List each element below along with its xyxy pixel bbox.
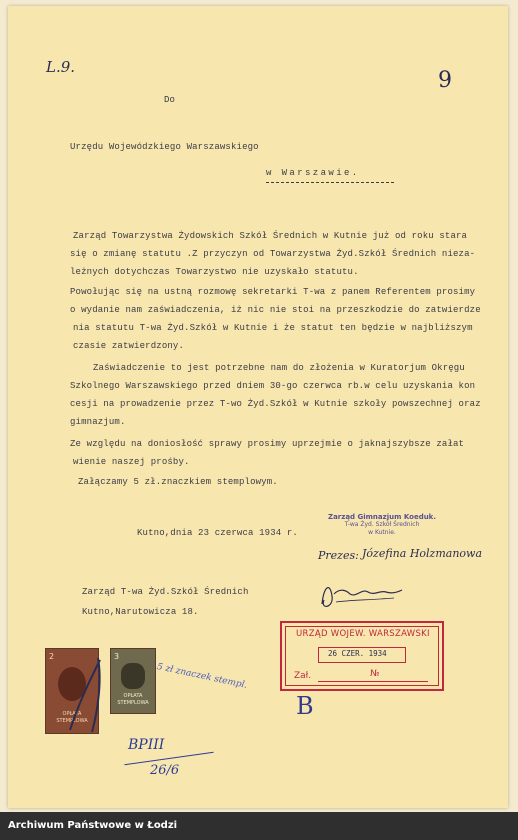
fiscal-stamp-caption: STEMPLOWA [56, 718, 88, 724]
archive-name: Archiwum Państwowe w Łodzi [8, 820, 178, 831]
stamp-note: 5 zł znaczek stempl. [155, 662, 249, 691]
reference-number: L.9. [46, 58, 76, 76]
body-line: nia statutu T-wa Żyd.Szkół w Kutnie i że statut ten będzie w najbliższym [73, 323, 473, 333]
registry-stamp-title: URZĄD WOJEW. WARSZAWSKI [296, 629, 430, 639]
registry-stamp [280, 621, 444, 691]
register-date: 26/6 [150, 763, 180, 778]
initial-annotation: B [296, 692, 314, 720]
registry-zal-label: Zał. [294, 671, 312, 681]
fiscal-stamp-caption: STEMPLOWA [117, 700, 149, 706]
body-line: Szkolnego Warszawskiego przed dniem 30-go czerwca rb.w celu uzyskania kon [70, 381, 476, 391]
registry-stamp-date: 26 CZER. 1934 [328, 649, 387, 658]
archive-footer [0, 812, 518, 840]
registry-zal-line [318, 681, 428, 682]
body-line: Powołując się na ustną rozmowę sekretarki T-wa z panem Referentem prosimy [70, 287, 476, 297]
body-line: się o zmianę statutu .Z przyczyn od Towarzystwa Żyd.Szkół Średnich nieza- [70, 249, 476, 259]
to-label: Do [164, 95, 176, 105]
date-line: Kutno,dnia 23 czerwca 1934 r. [137, 528, 298, 538]
body-line: czasie zatwierdzony. [73, 341, 185, 351]
fiscal-stamp-caption: OPŁATA [123, 693, 143, 699]
body-line: leżnych dotychczas Towarzystwo nie uzyskało statutu. [70, 267, 359, 277]
stamp-line: Zarząd Gimnazjum Koeduk. [328, 513, 436, 521]
body-line: cesji na prowadzenie przez T-wo Żyd.Szkół w Kutnie szkoły powszechnej oraz [70, 399, 481, 409]
sender-line: Zarząd T-wa Żyd.Szkół Średnich [82, 587, 249, 597]
body-line: Ze względu na doniosłość sprawy prosimy uprzejmie o jaknajszybsze załat [70, 439, 465, 449]
organisation-stamp [322, 513, 442, 537]
body-line: Załączamy 5 zł.znaczkiem stemplowym. [78, 477, 278, 487]
fiscal-stamp-value: 3 [114, 652, 120, 661]
recipient-underline [266, 182, 394, 183]
body-line: gimnazjum. [70, 417, 126, 427]
recipient-city: w Warszawie. [266, 168, 360, 178]
fiscal-stamp-value: 2 [49, 652, 55, 661]
body-line: Zarząd Towarzystwa Żydowskich Szkół Średnich w Kutnie już od roku stara [73, 231, 468, 241]
page-mark: 9 [438, 68, 452, 93]
body-line: o wydanie nam zaświadczenia, iż nic nie stoi na przeszkodzie do zatwierdze [70, 305, 481, 315]
cancellation-mark [40, 640, 160, 740]
recipient-office: Urzędu Wojewódzkiego Warszawskiego [70, 142, 259, 152]
fiscal-stamp-caption: OPŁATA [62, 711, 82, 717]
body-line: wienie naszej prośby. [73, 457, 190, 467]
stamp-line: T-wa Żyd. Szkół Średnich [344, 521, 420, 528]
prezes-label: Prezes: [318, 549, 359, 562]
sender-line: Kutno,Narutowicza 18. [82, 607, 199, 617]
register-annotation: BPIII [128, 737, 165, 753]
second-signature [310, 574, 410, 614]
body-line: Zaświadczenie to jest potrzebne nam do złożenia w Kuratorjum Okręgu [93, 363, 465, 373]
stamp-line: w Kutnie. [368, 529, 396, 536]
prezes-signature: Józefina Holzmanowa [362, 547, 483, 560]
registry-nr-label: № [370, 669, 380, 679]
